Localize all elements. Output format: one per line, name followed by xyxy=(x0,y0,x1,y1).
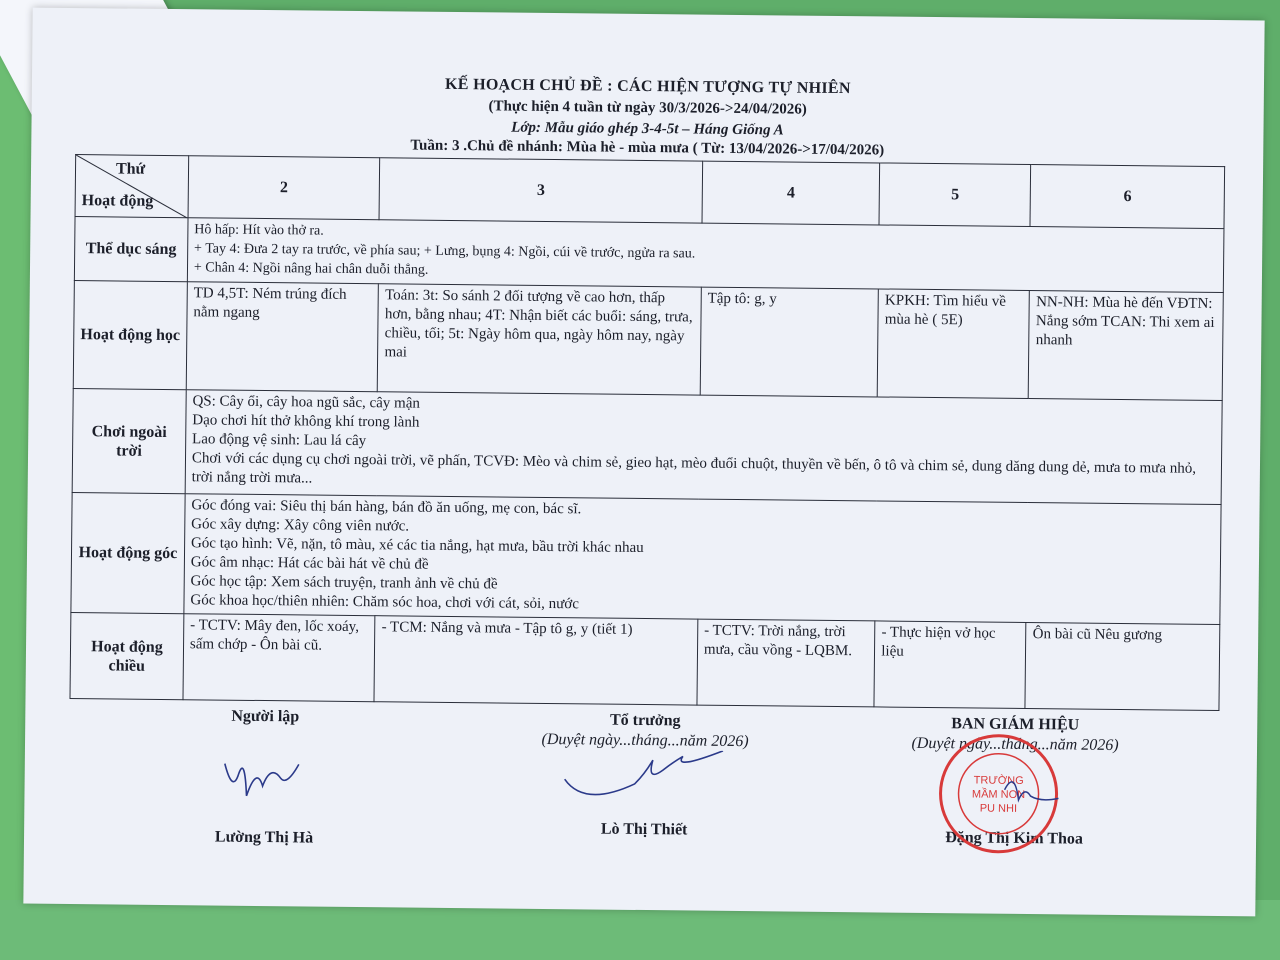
table-row xyxy=(71,493,1221,625)
table-cell: - TCTV: Trời nắng, trời mưa, cầu vồng - LQBM. xyxy=(697,619,875,707)
list-item: Lao động vệ sinh: Lau lá cây xyxy=(192,431,367,450)
the-duc-content xyxy=(187,218,1224,293)
table-row xyxy=(70,613,1220,711)
list-item: QS: Cây ổi, cây hoa ngũ sắc, cây mận xyxy=(192,393,421,412)
signature-title: Tổ trưởng xyxy=(609,711,681,730)
row-label-ngoai-troi: Chơi ngoài trời xyxy=(72,389,186,494)
approval-date: (Duyệt ngày...tháng...năm 2026) xyxy=(911,734,1119,754)
table-cell: - TCM: Nắng và mưa - Tập tô g, y (tiết 1) xyxy=(374,616,697,705)
table-row xyxy=(74,217,1224,293)
goc-content xyxy=(184,494,1221,625)
table-cell: Ôn bài cũ Nêu gương xyxy=(1025,623,1219,711)
ngoai-troi-content xyxy=(185,390,1222,505)
corner-top-label: Thứ xyxy=(115,160,146,178)
plan-title: KẾ HOẠCH CHỦ ĐỀ : CÁC HIỆN TƯỢNG TỰ NHIÊN xyxy=(445,75,851,98)
row-label-chieu: Hoạt động chiều xyxy=(70,613,184,700)
corner-cell xyxy=(75,155,189,218)
list-item: Góc âm nhạc: Hát các bài hát về chủ đề xyxy=(190,554,429,573)
list-item: + Tay 4: Đưa 2 tay ra trước, về phía sau; + Lưng, bụng 4: Ngồi, cúi về trước, ngửa ra sau. xyxy=(194,241,696,262)
handwritten-signature xyxy=(554,749,735,811)
plan-class: Lớp: Mẫu giáo ghép 3-4-5t – Háng Giống A xyxy=(511,119,784,139)
day-header: 5 xyxy=(879,163,1031,227)
table-cell: Tập tô: g, y xyxy=(700,287,878,397)
weekly-plan-table xyxy=(69,154,1225,711)
list-item: Hô hấp: Hít vào thở ra. xyxy=(194,222,324,239)
table-cell: - Thực hiện vở học liệu xyxy=(874,621,1026,709)
row-label-the-duc: Thể dục sáng xyxy=(74,217,188,282)
signer-name: Lò Thị Thiết xyxy=(600,820,688,839)
day-header: 3 xyxy=(379,158,702,223)
plan-week: Tuần: 3 .Chủ đề nhánh: Mùa hè - mùa mưa ( Từ: 13/04/2026->17/04/2026) xyxy=(410,137,885,159)
list-item: Góc tạo hình: Vẽ, nặn, tô màu, xé các tia nắng, hạt mưa, bầu trời khác nhau xyxy=(190,535,644,557)
day-header: 4 xyxy=(702,161,880,225)
table-cell: KPKH: Tìm hiểu về mùa hè ( 5E) xyxy=(877,289,1029,399)
signer-name: Lường Thị Hà xyxy=(214,828,314,847)
table-cell: Toán: 3t: So sánh 2 đối tượng về cao hơn, thấp hơn, bằng nhau; 4T: Nhận biết các buổi: sáng, trưa, chiều, tối; 5t: Ngày hôm qua, ngày hôm nay, ngày mai xyxy=(378,284,702,395)
signature-block-to-truong xyxy=(494,710,795,840)
list-item: + Chân 4: Ngồi nâng hai chân duỗi thẳng. xyxy=(193,260,429,278)
official-stamp xyxy=(934,729,1063,858)
signature-title: BAN GIÁM HIỆU xyxy=(951,715,1080,734)
list-item: Góc xây dựng: Xây công viên nước. xyxy=(191,516,410,535)
corner-bottom-label: Hoạt động xyxy=(81,192,154,210)
table-cell: TD 4,5T: Ném trúng đích nằm ngang xyxy=(186,282,379,392)
signature-block-nguoi-lap xyxy=(164,707,365,848)
svg-text:MẦM NON: MẦM NON xyxy=(971,788,1026,802)
row-label-hoc: Hoạt động học xyxy=(73,281,187,390)
signature-title: Người lập xyxy=(231,707,300,726)
svg-text:PU NHI: PU NHI xyxy=(979,802,1018,815)
table-cell: NN-NH: Mùa hè đến VĐTN: Nắng sớm TCAN: Thi xem ai nhanh xyxy=(1029,291,1224,401)
list-item: Chơi với các dụng cụ chơi ngoài trời, vẽ phấn, TCVĐ: Mèo và chim sẻ, gieo hạt, mèo đuổi chuột, thuyền về bến, ô tô và chim sẻ, dung dăng dung dẻ, mưa to mưa nhỏ, trời nắng trời mưa... xyxy=(191,450,1197,487)
handwritten-signature xyxy=(204,743,325,814)
document-paper xyxy=(23,8,1264,917)
plan-period: (Thực hiện 4 tuần từ ngày 30/3/2026->24/04/2026) xyxy=(488,98,807,118)
list-item: Góc đóng vai: Siêu thị bán hàng, bán đồ ăn uống, mẹ con, bác sĩ. xyxy=(191,497,582,518)
row-label-goc: Hoạt động góc xyxy=(71,493,185,614)
day-header: 6 xyxy=(1030,165,1224,229)
day-header: 2 xyxy=(188,156,380,220)
approval-date: (Duyệt ngày...tháng...năm 2026) xyxy=(541,730,749,751)
table-cell: - TCTV: Mây đen, lốc xoáy, sấm chớp - Ôn bài cũ. xyxy=(183,614,375,702)
list-item: Dạo chơi hít thở không khí trong lành xyxy=(192,412,420,431)
svg-text:TRƯỜNG: TRƯỜNG xyxy=(973,774,1024,787)
table-row xyxy=(72,389,1222,505)
signer-name: Đặng Thị Kim Thoa xyxy=(945,829,1084,848)
list-item: Góc khoa học/thiên nhiên: Chăm sóc hoa, chơi với cát, sỏi, nước xyxy=(190,592,579,613)
list-item: Góc học tập: Xem sách truyện, tranh ảnh về chủ đề xyxy=(190,573,498,593)
table-row xyxy=(73,281,1223,401)
